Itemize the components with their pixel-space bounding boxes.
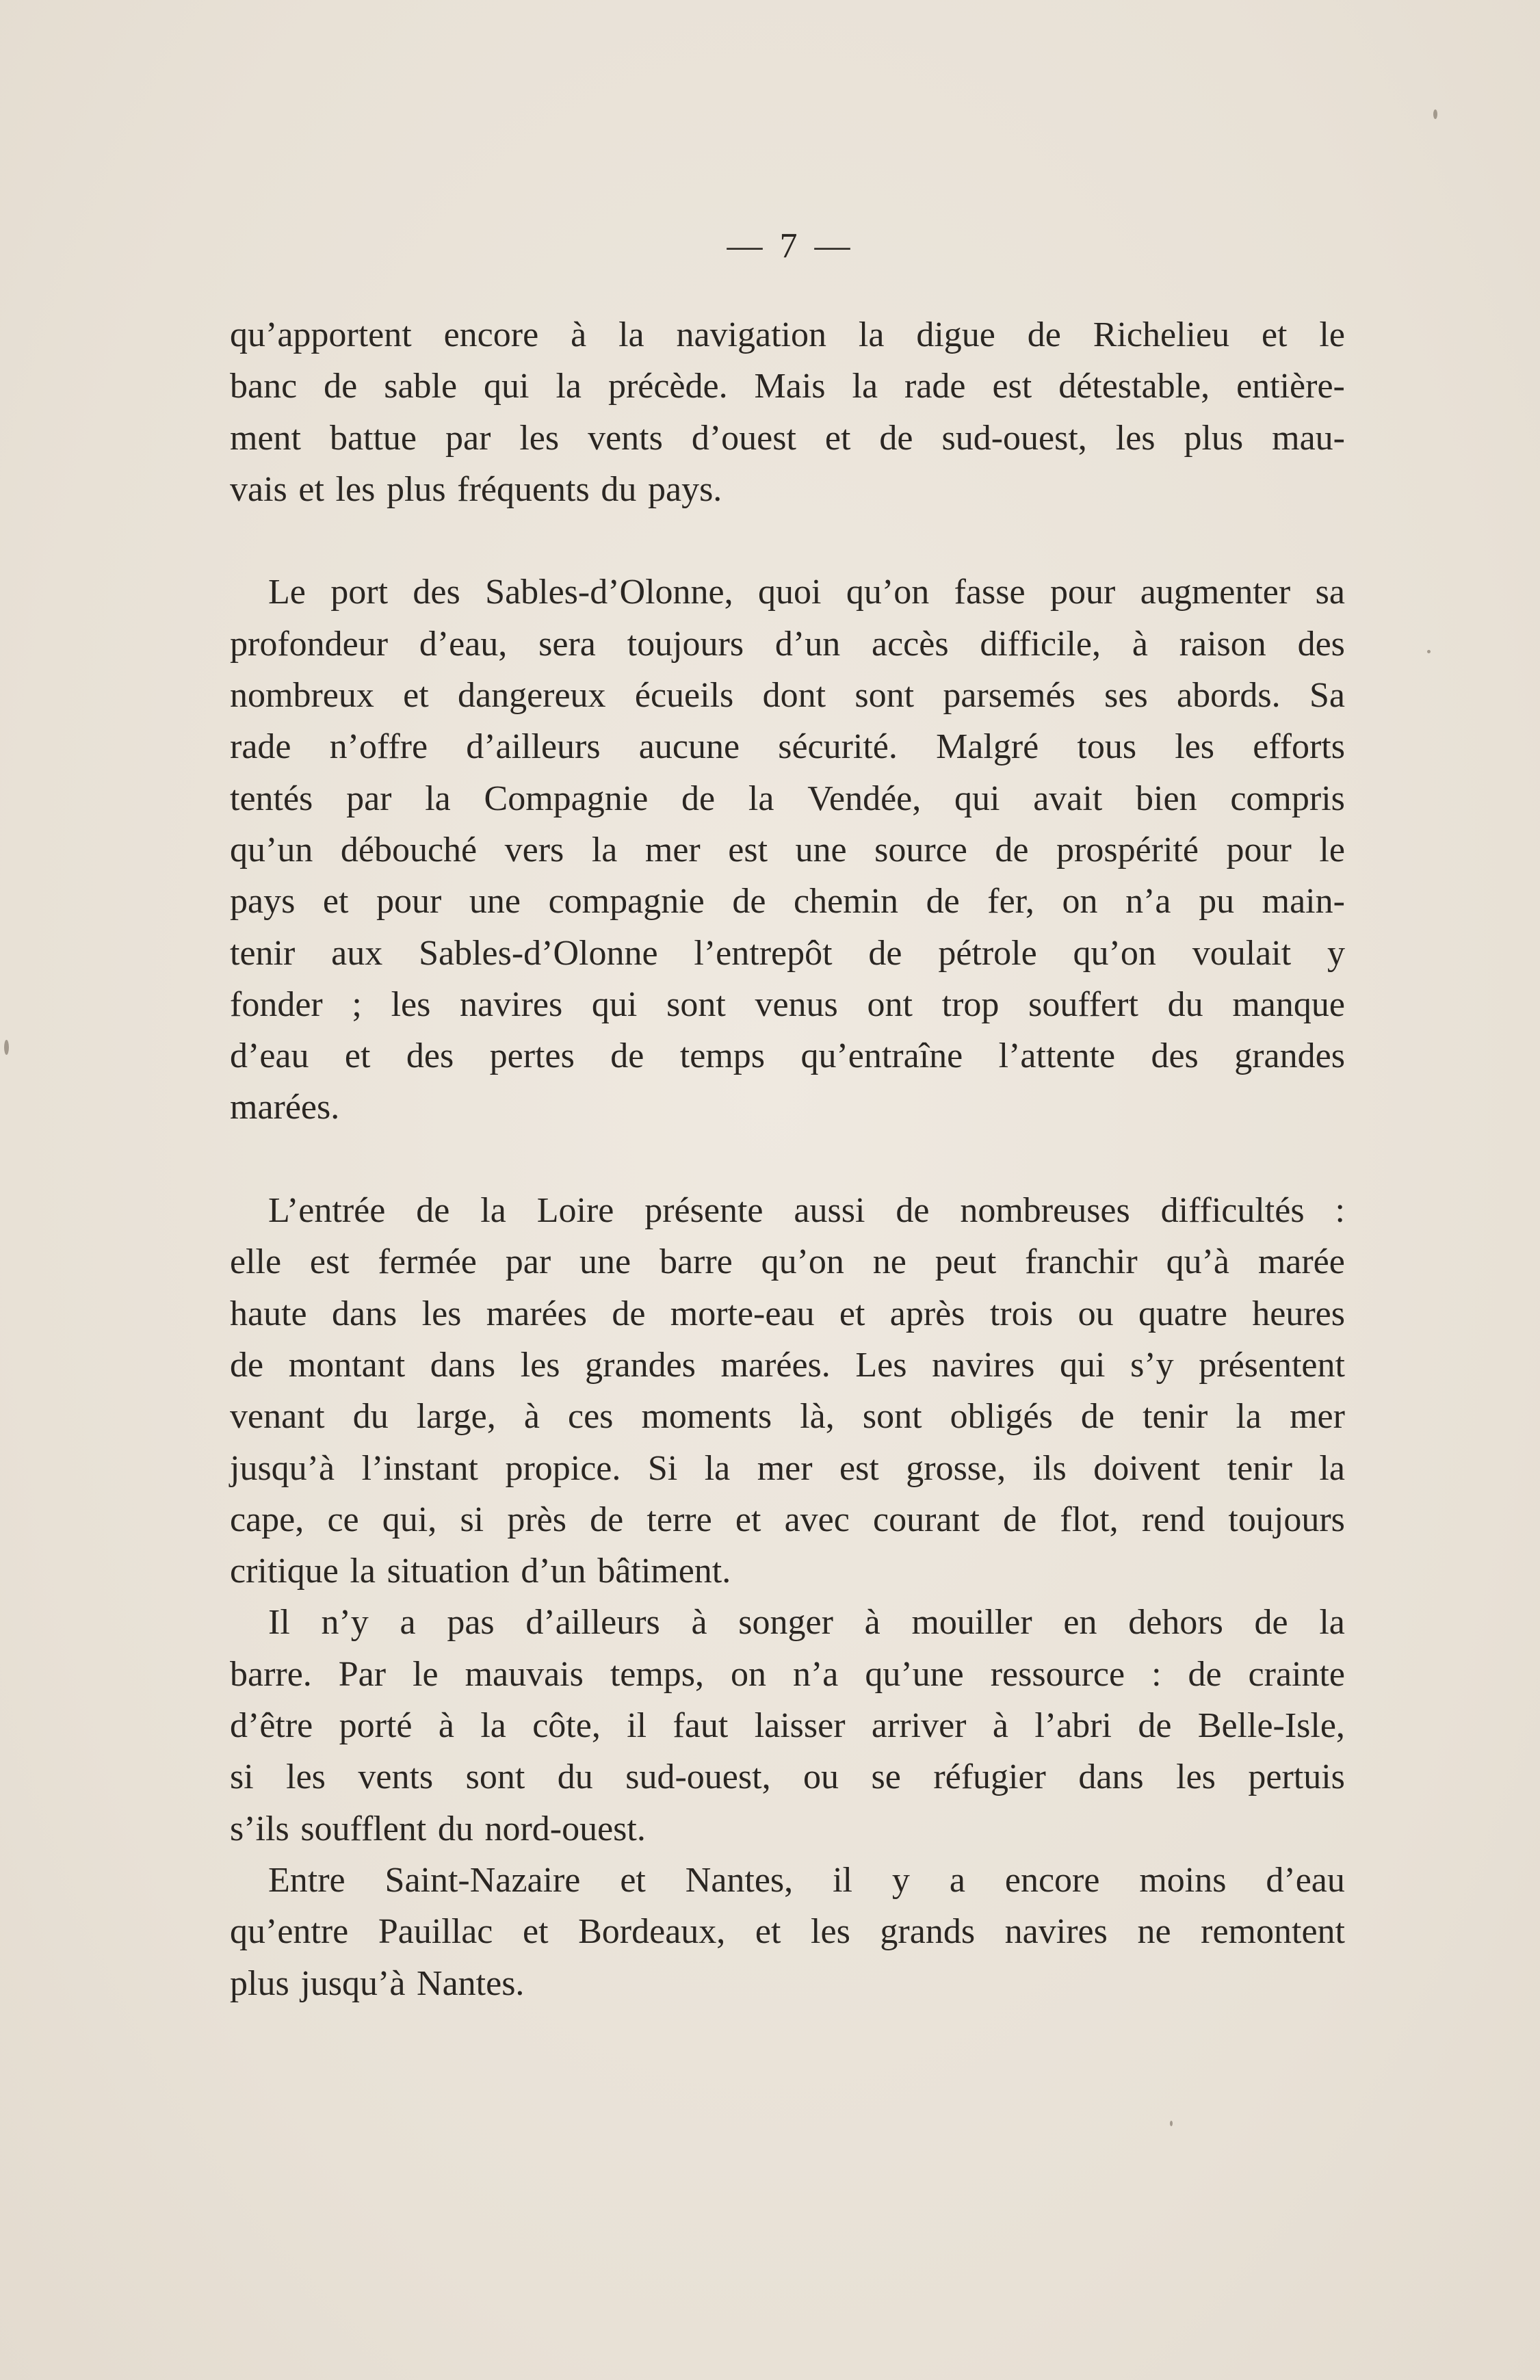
text-line: haute dans les marées de morte-eau et après trois ou quatre heures [230, 1294, 1345, 1333]
paper-speck [4, 1040, 9, 1055]
text-line: cape, ce qui, si près de terre et avec courant de flot, rend toujours [230, 1500, 1345, 1539]
text-line: ment battue par les vents d’ouest et de sud-ouest, les plus mau- [230, 418, 1345, 458]
paragraph-gap [230, 515, 1345, 566]
text-line: si les vents sont du sud-ouest, ou se réfugier dans les pertuis [230, 1757, 1345, 1797]
text-line: profondeur d’eau, sera toujours d’un accès difficile, à raison des [230, 624, 1345, 664]
paragraph [230, 1185, 1345, 1597]
paragraph [230, 566, 1345, 1133]
text-line: jusqu’à l’instant propice. Si la mer est grosse, ils doivent tenir la [230, 1448, 1345, 1488]
text-line: s’ils soufflent du nord-ouest. [230, 1809, 646, 1848]
text-line: critique la situation d’un bâtiment. [230, 1552, 731, 1591]
text-line: vais et les plus fréquents du pays. [230, 469, 722, 509]
text-line: marées. [230, 1088, 340, 1127]
paper-speck [1433, 109, 1437, 119]
text-line: qu’entre Pauillac et Bordeaux, et les grands navires ne remontent [230, 1912, 1345, 1952]
text-line: tentés par la Compagnie de la Vendée, qui avait bien compris [230, 779, 1345, 818]
text-line: Il n’y a pas d’ailleurs à songer à mouiller en dehors de la [268, 1603, 1345, 1643]
text-line: barre. Par le mauvais temps, on n’a qu’une ressource : de crainte [230, 1654, 1345, 1694]
text-line: qu’un débouché vers la mer est une source de prospérité pour le [230, 830, 1345, 869]
paragraph [230, 1855, 1345, 2009]
text-line: plus jusqu’à Nantes. [230, 1963, 525, 2003]
text-line: L’entrée de la Loire présente aussi de nombreuses difficultés : [268, 1191, 1345, 1231]
page-number: — 7 — [727, 226, 854, 265]
text-line: banc de sable qui la précède. Mais la rade est détestable, entière- [230, 367, 1345, 406]
text-line: Entre Saint-Nazaire et Nantes, il y a encore moins d’eau [268, 1860, 1345, 1900]
text-line: rade n’offre d’ailleurs aucune sécurité. Malgré tous les efforts [230, 727, 1345, 767]
text-line: tenir aux Sables-d’Olonne l’entrepôt de pétrole qu’on voulait y [230, 933, 1345, 973]
text-line: fonder ; les navires qui sont venus ont trop souffert du manque [230, 984, 1345, 1024]
text-line: pays et pour une compagnie de chemin de fer, on n’a pu main- [230, 882, 1345, 921]
paper-speck [1427, 650, 1431, 653]
paragraph [230, 309, 1345, 515]
paragraph [230, 1597, 1345, 1854]
text-line: de montant dans les grandes marées. Les navires qui s’y présentent [230, 1345, 1345, 1385]
paper-speck [1170, 2121, 1173, 2126]
text-line: d’eau et des pertes de temps qu’entraîne l’attente des grandes [230, 1036, 1345, 1076]
text-line: nombreux et dangereux écueils dont sont parsemés ses abords. Sa [230, 676, 1345, 716]
body-text [230, 309, 1345, 2009]
text-line: venant du large, à ces moments là, sont obligés de tenir la mer [230, 1397, 1345, 1437]
paragraph-gap [230, 1134, 1345, 1185]
text-line: Le port des Sables-d’Olonne, quoi qu’on fasse pour augmenter sa [268, 573, 1345, 612]
text-line: d’être porté à la côte, il faut laisser arriver à l’abri de Belle-Isle, [230, 1706, 1345, 1746]
text-line: elle est fermée par une barre qu’on ne peut franchir qu’à marée [230, 1242, 1345, 1282]
text-line: qu’apportent encore à la navigation la digue de Richelieu et le [230, 315, 1345, 354]
